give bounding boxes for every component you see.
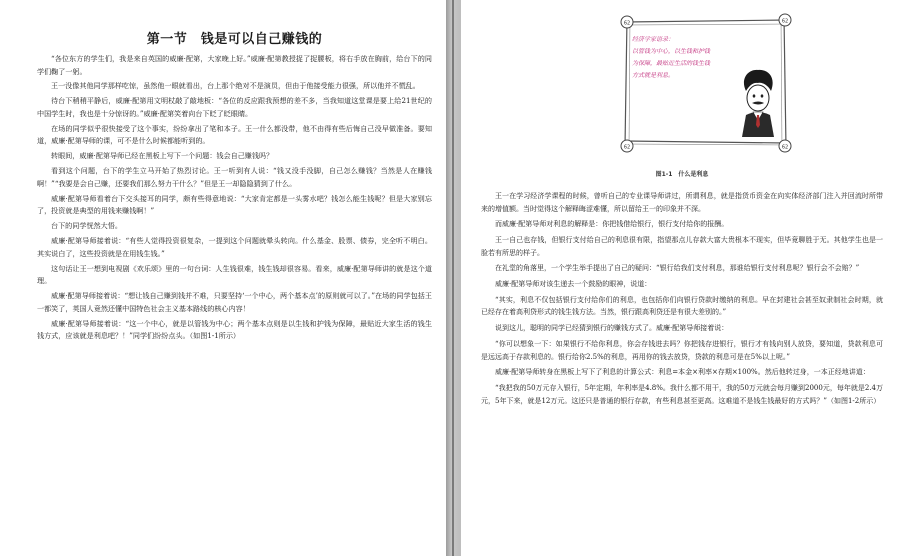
- scrollbar-divider[interactable]: [452, 0, 454, 556]
- paragraph: 威廉·配第导师接着说：“有些人觉得投资很复杂，一提到这个问题就晕头转向。什么基金、股票、债券，完全听不明白。其实说白了，这些投资就是在用钱生钱。”: [37, 236, 432, 258]
- figure-1-1: [481, 0, 883, 190]
- paragraph: “各位东方的学生们，我是来自英国的威廉·配第，大家晚上好。”威廉·配第教授捉了捉腰板，将右手放在胸前，给台下的同学们鞠了一躬。: [37, 54, 432, 76]
- paragraph: 待台下稍稍平静后，威廉·配第用文明杖敲了敲地板：“各位的反应跟我预想的差不多，当我知道这堂课是要上给21世纪的中国学生时，我也是十分惊讶的。”威廉·配第笑着向台下眨了眨眼睛。: [37, 96, 432, 118]
- figure-quote: [632, 34, 737, 82]
- paragraph: 威廉·配第导师对该生递去一个鼓励的眼神，说道：: [495, 280, 652, 289]
- paragraph: 威廉·配第导师看着台下交头接耳的同学，颇有些得意地说：“大家肯定都是一头雾水吧？钱怎么能生钱呢？但是大家别忘了，投资就是典型的用钱来赚钱啊！”: [37, 193, 432, 216]
- left-page: [0, 0, 446, 556]
- paragraph: 而威廉·配第导师对利息的解释是：你把钱借给银行，银行支付给你的报酬。: [495, 220, 729, 229]
- paragraph: 台下的同学恍然大悟。: [51, 221, 122, 231]
- paragraph: “你可以想象一下：如果银行不给你利息，你会存钱进去吗？你把钱存进银行，银行才有钱向别人放贷，要知道，贷款利息可是远远高于存款利息的。银行给你2.5%的利息，再用你的钱去放贷，贷款的利息可是在5%以上呢。”: [481, 340, 883, 361]
- paragraph: 威廉·配第导师接着说：“这一个中心，就是以管钱为中心；两个基本点则是以生钱和护钱为保障，最贴近大家生活的钱生钱方式，应该就是利息吧？！”同学们纷纷点头。（如图1-1所示）: [37, 318, 432, 341]
- paragraph: 王一没像其他同学那样吃惊，虽然他一眼就看出，台上那个绝对不是演员，但由于他接受能力很强，所以他并不慌乱。: [51, 81, 420, 91]
- paragraph: 威廉·配第导师接着说：“想让钱自己赚到钱并不难，只要坚持‘一个中心，两个基本点’的原则就可以了。”在场的同学包括王一都笑了，英国人竟然还懂中国特色社会主义基本路线的核心内容！: [37, 291, 432, 313]
- paragraph: “其实，利息不仅包括银行支付给你们的利息，也包括你们向银行贷款时缴纳的利息。早在封建社会甚至奴隶制社会时期，就已经存在着高利贷形式的钱生钱方法。当然，银行跟高利贷还是有很大差别的。”: [481, 295, 883, 317]
- paragraph: 看到这个问题，台下的学生立马开始了热烈讨论。王一听到有人说：“钱又没手没脚，自己怎么赚钱？当然是人在赚钱啊！”“我要是会自己赚，还要我们那么努力干什么？”但是王一却隐隐猜到了什么。: [37, 166, 432, 188]
- figure-quote-line: 为保障，最贴近生活的钱生钱: [632, 60, 711, 67]
- figure-frame: [616, 9, 796, 154]
- badge-label: 62: [623, 144, 631, 151]
- right-body: [481, 190, 883, 407]
- figure-quote-line: 方式就是利息。: [632, 72, 675, 79]
- figure-quote-line: 经济学家语录：: [632, 36, 675, 43]
- badge-label: 62: [781, 18, 789, 25]
- paragraph: 威廉·配第导师转身在黑板上写下了利息的计算公式：利息=本金×利率×存期×100%。然后他转过身，一本正经地讲道：: [495, 368, 870, 377]
- right-page: [461, 0, 897, 556]
- badge-label: 62: [781, 144, 789, 151]
- figure-caption: 图1-1 什么是利息: [655, 171, 709, 178]
- paragraph: 王一在学习经济学课程的时候，曾听自己的专业课导师讲过，所谓利息，就是指货币资金在向实体经济部门注入并回流时所带来的增值额。当时觉得这个解释晦涩难懂，所以留给王一的印象并不深。: [481, 192, 883, 213]
- paragraph: 说到这儿，聪明的同学已经猜到银行的赚钱方式了。威廉·配第导师接着说：: [495, 324, 729, 333]
- paragraph: “我把我的50万元存入银行，5年定期，年利率是4.8%。我什么都不用干，我的50万元就会每月赚到2000元，每年就是2.4万元，5年下来，就是12万元。这还只是普通的银行存款，有些利息甚至更高。这难道不是钱生钱最好的方式吗？”（如图1-2所示）: [481, 384, 883, 405]
- paragraph: 王一自己也存钱，但银行支付给自己的利息很有限，指望那点儿存款大富大贵根本不现实，但毕竟聊胜于无。其他学生也是一脸若有所思的样子。: [481, 236, 883, 257]
- paragraph: 这句话让王一想到电视剧《欢乐颂》里的一句台词：人生钱很难，钱生钱却很容易。看来，威廉·配第导师讲的就是这个道理。: [37, 263, 432, 286]
- paragraph: 在场的同学似乎很快接受了这个事实，纷纷拿出了笔和本子。王一什么都没带，他不由得有些后悔自己没早做准备。要知道，威廉·配第导师的课，可不是什么时候都能听到的。: [37, 123, 432, 146]
- left-body: [37, 53, 432, 343]
- paragraph: 转眼间，威廉·配第导师已经在黑板上写下一个问题：钱会自己赚钱吗？: [51, 151, 274, 161]
- section-title: 第一节 钱是可以自己赚钱的: [146, 32, 323, 47]
- badge-label: 62: [623, 20, 631, 27]
- paragraph: 在礼堂的角落里，一个学生举手提出了自己的疑问：“银行给我们支付利息，那谁给银行支付利息呢？银行会不会赔？”: [495, 264, 860, 273]
- sketch-frame-illustration: [616, 9, 796, 159]
- figure-quote-line: 以管钱为中心，以生钱和护钱: [632, 48, 711, 55]
